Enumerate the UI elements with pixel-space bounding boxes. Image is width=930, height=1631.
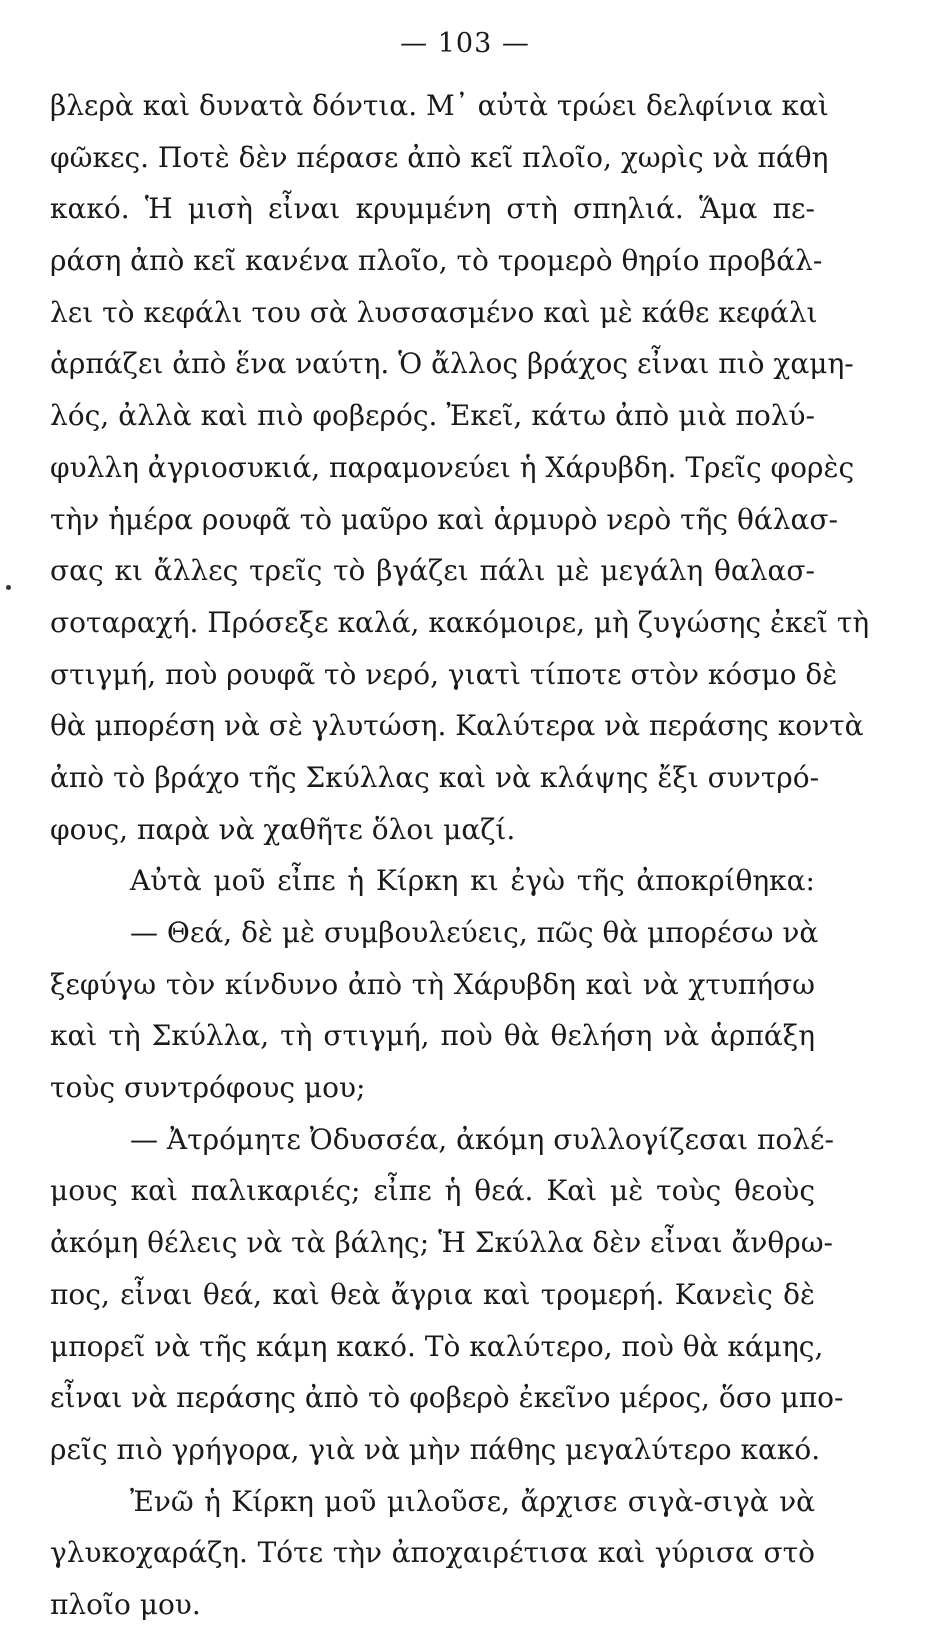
text-line: φυλλη ἀγριοσυκιά, παραμονεύει ἡ Χάρυβδη. Τρεῖς φορὲς <box>50 450 855 484</box>
paragraph-first-line: Ἐνῶ ἡ Κίρκη μοῦ μιλοῦσε, ἄρχισε σιγὰ-σιγὰ νὰ <box>130 1484 815 1518</box>
text-line: ρεῖς πιὸ γρήγορα, γιὰ νὰ μὴν πάθης μεγαλύτερο κακό. <box>50 1432 821 1466</box>
text-line: λει τὸ κεφάλι του σὰ λυσσασμένο καὶ μὲ κάθε κεφάλι <box>50 295 818 329</box>
text-line: μπορεῖ νὰ τῆς κάμη κακό. Τὸ καλύτερο, ποὺ θὰ κάμης, <box>50 1329 824 1363</box>
text-line: λός, ἀλλὰ καὶ πιὸ φοβερός. Ἐκεῖ, κάτω ἀπὸ μιὰ πολύ- <box>50 399 815 433</box>
text-line: τοὺς συντρόφους μου; <box>50 1071 366 1105</box>
text-line: γλυκοχαράζη. Τότε τὴν ἀποχαιρέτισα καὶ γύρισα στὸ <box>50 1536 815 1570</box>
text-line: ξεφύγω τὸν κίνδυνο ἀπὸ τὴ Χάρυβδη καὶ νὰ χτυπήσω <box>50 967 815 1001</box>
text-line: ράση ἀπὸ κεῖ κανένα πλοῖο, τὸ τρομερὸ θηρίο προβάλ- <box>50 244 823 278</box>
text-line: κακό. Ἡ μισὴ εἶναι κρυμμένη στὴ σπηλιά. Ἅμα πε- <box>50 192 815 226</box>
text-line: καὶ τὴ Σκύλλα, τὴ στιγμή, ποὺ θὰ θελήση νὰ ἁρπάξη <box>50 1019 815 1053</box>
stray-ink-mark <box>6 585 11 590</box>
text-line: στιγμή, ποὺ ρουφᾶ τὸ νερό, γιατὶ τίποτε στὸν κόσμο δὲ <box>50 657 838 691</box>
text-line: βλερὰ καὶ δυνατὰ δόντια. Μ᾽ αὐτὰ τρώει δελφίνια καὶ <box>50 89 829 122</box>
page-number: — 103 — <box>400 28 530 59</box>
text-line: εἶναι νὰ περάσης ἀπὸ τὸ φοβερὸ ἐκεῖνο μέρος, ὅσο μπο- <box>50 1381 844 1415</box>
text-line: θὰ μπορέση νὰ σὲ γλυτώση. Καλύτερα νὰ περάσης κοντὰ <box>50 709 864 743</box>
text-line: ἁρπάζει ἀπὸ ἕνα ναύτη. Ὁ ἄλλος βράχος εἶναι πιὸ χαμη- <box>50 347 854 381</box>
text-line: μους καὶ παλικαριές; εἶπε ἡ θεά. Καὶ μὲ τοὺς θεοὺς <box>50 1174 815 1208</box>
text-line: ἀπὸ τὸ βράχο τῆς Σκύλλας καὶ νὰ κλάψης ἔξι συντρό- <box>50 760 820 794</box>
dialogue-line: — Ἀτρόμητε Ὀδυσσέα, ἀκόμη συλλογίζεσαι πολέ- <box>130 1122 834 1156</box>
text-line: πλοῖο μου. <box>50 1587 201 1621</box>
text-line: πος, εἶναι θεά, καὶ θεὰ ἄγρια καὶ τρομερή. Κανεὶς δὲ <box>50 1277 815 1311</box>
text-line: φους, παρὰ νὰ χαθῆτε ὅλοι μαζί. <box>50 812 516 846</box>
text-line: φῶκες. Ποτὲ δὲν πέρασε ἀπὸ κεῖ πλοῖο, χωρὶς νὰ πάθη <box>50 140 829 174</box>
text-line: σοταραχή. Πρόσεξε καλά, κακόμοιρε, μὴ ζυγώσης ἐκεῖ τὴ <box>50 605 870 639</box>
dialogue-line: — Θεά, δὲ μὲ συμβουλεύεις, πῶς θὰ μπορέσω νὰ <box>130 916 819 949</box>
text-line: ἀκόμη θέλεις νὰ τὰ βάλης; Ἡ Σκύλλα δὲν εἶναι ἄνθρω- <box>50 1226 834 1260</box>
paragraph-first-line: Αὐτὰ μοῦ εἶπε ἡ Κίρκη κι ἐγὼ τῆς ἀποκρίθηκα: <box>130 864 815 898</box>
text-line: τὴν ἡμέρα ρουφᾶ τὸ μαῦρο καὶ ἁρμυρὸ νερὸ τῆς θάλασ- <box>50 502 838 536</box>
text-line: σας κι ἄλλες τρεῖς τὸ βγάζει πάλι μὲ μεγάλη θαλασ- <box>50 554 815 588</box>
body-text <box>50 80 870 1631</box>
